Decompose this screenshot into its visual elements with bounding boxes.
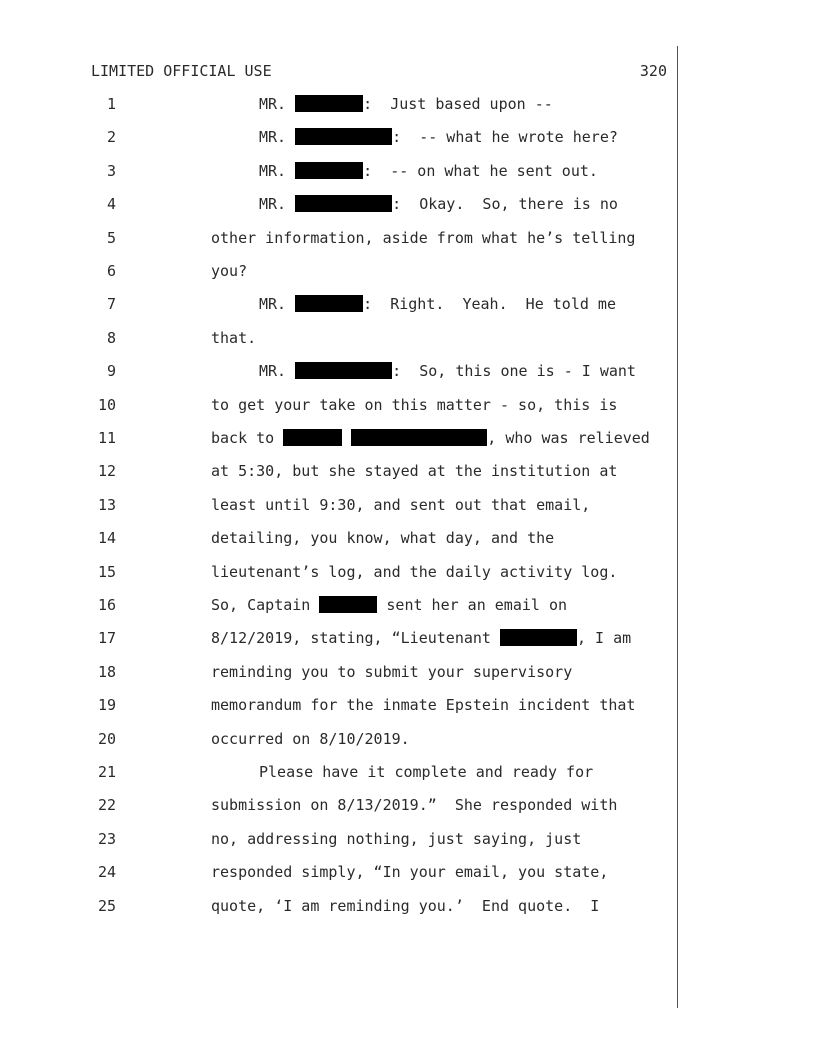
line-number: 17 [97,629,116,648]
transcript-line [0,293,676,315]
line-number: 12 [97,462,116,481]
text-segment: MR. [259,362,296,381]
line-text [259,293,616,315]
text-segment: MR. [259,295,296,314]
line-text [211,561,617,583]
text-segment: MR. [259,161,296,180]
text-segment: : -- what he wrote here? [392,128,618,147]
transcript-line [0,193,676,215]
line-number: 5 [106,228,116,247]
line-text [211,861,608,883]
line-number: 8 [106,328,116,347]
redaction-box [351,429,487,446]
text-segment: : Just based upon -- [363,95,553,113]
line-number: 10 [97,395,116,414]
transcript-line [0,794,676,816]
text-segment: MR. [259,95,296,113]
transcript-line [0,761,676,783]
redaction-box [283,429,342,446]
line-text [211,527,554,549]
text-segment: responded simply, “In your email, you state, [211,863,609,882]
transcript-line [0,728,676,750]
transcript-line [0,627,676,649]
transcript-line [0,360,676,382]
redaction-box [295,295,363,312]
line-number: 11 [97,429,116,447]
line-number: 14 [97,529,116,548]
classification-header: LIMITED OFFICIAL USE [91,62,272,80]
line-number: 6 [106,262,116,280]
transcript-line [0,828,676,850]
text-segment [342,429,351,447]
text-segment: memorandum for the inmate Epstein incident that [211,696,636,715]
transcript-line [0,661,676,683]
text-segment: lieutenant’s log, and the daily activity log. [211,562,618,581]
redaction-box [295,95,363,112]
line-number: 15 [97,562,116,581]
line-text [211,828,581,850]
redaction-box [295,362,392,379]
transcript-line [0,861,676,883]
line-number: 18 [97,662,116,681]
line-text [211,394,617,416]
line-text [211,661,572,683]
line-text [211,427,650,449]
line-number: 22 [97,796,116,815]
line-text [211,327,256,349]
line-text [211,694,635,716]
text-segment: , I am [576,629,632,648]
text-segment: detailing, you know, what day, and the [211,529,555,548]
transcript-line [0,527,676,549]
text-segment: : -- on what he sent out. [363,161,598,180]
text-segment: at 5:30, but she stayed at the institution at [211,462,618,481]
line-number: 13 [97,495,116,514]
line-text [211,895,599,917]
transcript-line [0,427,676,449]
text-segment: , who was relieved [487,429,650,447]
line-text [259,93,553,115]
text-segment: MR. [259,128,296,147]
line-number: 2 [106,128,116,147]
text-segment: back to [211,429,284,447]
right-margin-rule [677,46,678,1008]
transcript-line [0,594,676,616]
text-segment: other information, aside from what he’s telling [211,228,636,247]
redaction-box [319,596,377,613]
text-segment: occurred on 8/10/2019. [211,729,410,748]
line-number: 25 [97,896,116,915]
transcript-line [0,160,676,182]
line-text [211,494,590,516]
transcript-line [0,394,676,416]
line-text [211,460,617,482]
line-text [211,794,617,816]
transcript-line [0,126,676,148]
text-segment: : Right. Yeah. He told me [363,295,616,314]
line-number: 9 [106,362,116,381]
line-number: 24 [97,863,116,882]
line-number: 1 [106,95,116,113]
text-segment: So, Captain [211,596,320,614]
line-number: 7 [106,295,116,314]
transcript-line [0,494,676,516]
text-segment: : Okay. So, there is no [392,195,618,214]
line-number: 19 [97,696,116,715]
line-text [259,126,618,148]
redaction-box [500,629,577,646]
line-text [211,594,567,616]
text-segment: least until 9:30, and sent out that email, [211,495,591,514]
line-text [211,260,247,282]
text-segment: no, addressing nothing, just saying, just [211,829,582,848]
transcript-line [0,895,676,917]
line-text [259,761,593,783]
text-segment: to get your take on this matter - so, this is [211,395,618,414]
transcript-line [0,227,676,249]
text-segment: 8/12/2019, stating, “Lieutenant [211,629,500,648]
line-text [211,728,410,750]
text-segment: you? [211,262,248,280]
line-number: 20 [97,729,116,748]
transcript-line [0,327,676,349]
page-number: 320 [639,62,667,80]
line-number: 4 [106,195,116,214]
line-number: 16 [97,596,116,614]
transcript-line [0,93,676,115]
line-text [259,360,636,382]
text-segment: that. [211,328,257,347]
line-text [259,193,618,215]
redaction-box [295,195,392,212]
text-segment: submission on 8/13/2019.” She responded with [211,796,618,815]
line-number: 23 [97,829,116,848]
transcript-line [0,260,676,282]
text-segment: sent her an email on [377,596,568,614]
line-number: 21 [97,763,116,781]
line-text [259,160,598,182]
line-number: 3 [106,161,116,180]
line-text [211,627,631,649]
redaction-box [295,162,363,179]
line-text [211,227,635,249]
text-segment: quote, ‘I am reminding you.’ End quote. I [211,896,600,915]
transcript-line [0,694,676,716]
transcript-line [0,561,676,583]
text-segment: reminding you to submit your supervisory [211,662,573,681]
transcript-line [0,460,676,482]
text-segment: MR. [259,195,296,214]
redaction-box [295,128,392,145]
text-segment: Please have it complete and ready for [259,763,594,781]
text-segment: : So, this one is - I want [392,362,636,381]
